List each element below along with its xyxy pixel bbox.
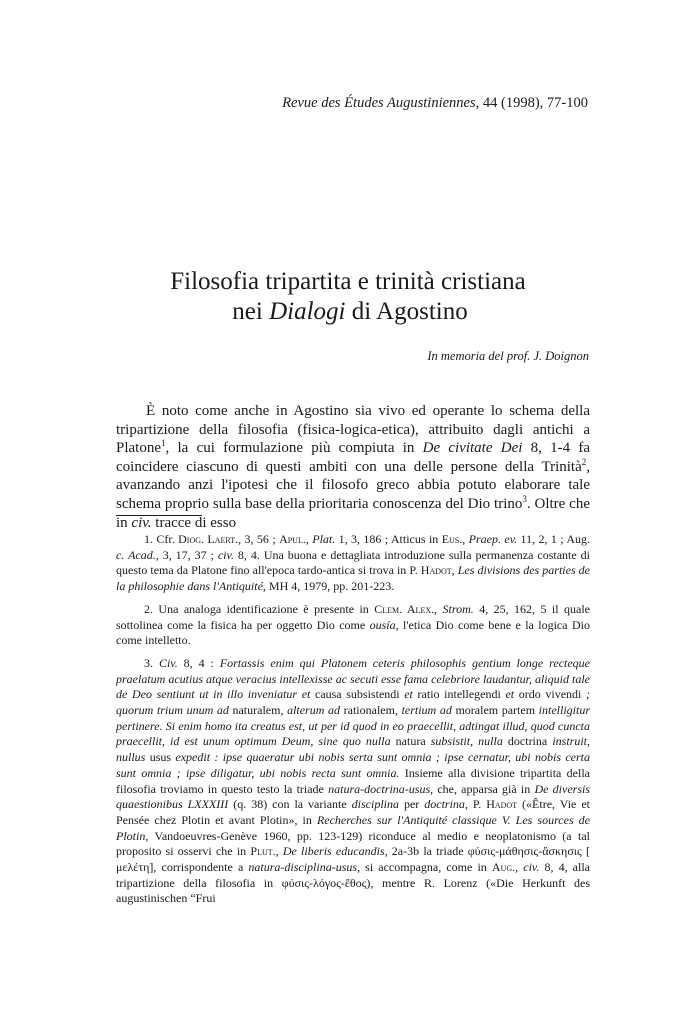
footnote-run: 8, 4. Una buona e dettagliata introduzione sulla permanenza costante di questo tema da Platone fino all'epoca tardo-antica si trova in P. [116,547,591,578]
footnote-run: , [462,532,469,546]
journal-volume: , 44 (1998), 77-100 [475,95,588,111]
article-title [0,267,696,327]
footnote-run-italic: et [505,687,515,702]
footnote-run: , 3, 17, 37 ; [155,547,218,562]
text-run: . Oltre che in [116,495,590,531]
main-text [116,402,590,532]
text-run-italic: De civitate Dei [422,440,523,457]
footnote-run: , Vandoeuvres-Genève 1960, pp. 123-129) riconduce al medio e neoplatonismo (a tal proposito si osservi che in [116,828,590,859]
text-run: 8, 1-4 fa coincidere ciascuno di questi ambiti con una delle persone della Trinità [116,440,590,475]
footnote-run-italic: disciplina [351,797,400,812]
footnote-run: doctrina [502,734,553,749]
footnote-ref-2[interactable]: 2 [581,456,587,467]
footnote-run: , [515,860,524,875]
footnote-run-smallcaps: Eus. [441,532,463,546]
footnote-run-italic: civ. [217,547,234,562]
footnote-run-italic: Fortassis enim qui Platonem ceteris philosophis gentium longe recteque praelatum acutius atque veracius intellexisse ac secuti esse fama celebriore laudantur, aliquid tale de Deo sentiunt ut in illo inveniatur et [116,655,591,702]
footnote-run-italic: tertium ad [401,703,452,718]
footnote-2 [116,602,590,649]
footnote-run: causa subsistendi [310,687,405,702]
footnotes [116,532,590,914]
running-header [282,95,588,112]
footnote-run: 11, 2, 1 ; Aug. [517,532,591,546]
footnote-run-smallcaps: Hadot [420,563,452,578]
footnote-run: 4, 25, 162, 5 il quale sottolinea come la fisica ha per oggetto Dio come [116,601,590,632]
footnote-run-italic: Strom. [442,601,474,616]
footnote-run: , 3, 56 ; [238,532,280,546]
title-line-2-suffix: di Agostino [345,298,468,325]
footnote-run: ratio intellegendi [412,687,506,702]
footnote-separator [116,515,202,516]
footnote-run: (q. 38) con la variante [228,797,352,812]
footnote-run: Insieme alla divisione tripartita della filosofia troviamo in questo testo la triade [116,765,590,796]
footnote-run-italic: Praep. ev. [468,532,518,546]
footnote-run: («Être, Vie et Pensée chez Plotin et avant Plotin», in [116,797,591,827]
footnote-run: , che, apparsa già in [430,781,535,796]
text-run: , la cui formulazione più compiuta in [165,440,423,457]
footnote-run: natura [390,734,431,749]
footnote-run-smallcaps: Aug. [491,860,516,875]
footnote-run: 1, 3, 186 ; Atticus in [335,532,442,546]
text-run-italic: civ. [131,514,152,531]
footnote-run: , MH 4, 1979, pp. 201-223. [262,579,395,594]
opening-paragraph [116,402,590,532]
footnote-run: , [275,844,283,859]
text-run: , avanzando anzi l'ipotesi che il filosofo greco abbia potuto elaborare tale schema proprio sulla base della prioritaria conoscenza del Dio trino [116,458,590,512]
footnote-run: moralem partem [451,703,539,718]
footnote-run-italic: doctrina [424,797,465,812]
footnote-run-italic: et [404,687,413,702]
footnote-run-smallcaps: Hadot [486,797,518,812]
footnote-run-italic: ousía [369,617,396,632]
footnote-run-smallcaps: Plut. [250,844,276,859]
footnote-run-smallcaps: Diog. Laert. [178,532,239,546]
footnote-3 [116,656,590,907]
footnote-run: 2. Una analoga identificazione è presente in [144,601,375,616]
footnote-run: , l'etica Dio come bene e la logica Dio come intelletto. [116,617,590,648]
footnote-run: , [305,532,313,546]
footnote-run: 8, 4, alla tripartizione della filosofia in φύσις-λόγος-ἔθος), mentre R. Lorenz («Die Herkunft des augustinischen “Frui [116,860,591,906]
footnote-run: ordo vivendi [514,687,586,702]
footnote-run-italic: instruit, nullus [116,734,590,765]
footnote-run-italic: natura-doctrina-usus [328,781,431,796]
footnote-run-italic: De diversis quaestionibus LXXXIII [116,781,591,812]
footnote-run-italic: alterum ad [287,703,341,718]
footnote-run: naturalem, [228,703,288,718]
footnote-run: , si accompagna, come in [357,860,492,875]
footnote-run-italic: Les divisions des parties de la philosophie dans l'Antiquité [116,563,591,594]
footnote-1 [116,532,590,595]
footnote-run: rationalem, [340,703,402,718]
footnote-run-italic: Civ. [158,655,178,670]
footnote-run: , P. [464,797,487,812]
footnote-run-italic: ; quorum trium unum ad [116,687,590,718]
footnote-ref-1[interactable]: 1 [161,438,166,449]
footnote-run-italic: Recherches sur l'Antiquité classique V. Les sources de Plotin [116,812,590,843]
footnote-run-italic: Plat. [312,532,336,546]
footnote-run-smallcaps: Apul. [279,532,306,546]
footnote-ref-3[interactable]: 3 [522,493,527,504]
footnote-run-italic: c. Acad. [116,547,156,562]
dedication: In memoria del prof. J. Doignon [427,349,589,363]
title-line-1: Filosofia tripartita e trinità cristiana [170,268,526,295]
title-line-2 [0,297,696,327]
footnote-run: usus [145,750,176,765]
footnote-run-italic: intelligitur pertinere. Si enim homo ita creatus est, ut per id quod in eo praecellit, adtingat illud, quod cuncta praecellit, id est unum optimum Deum, sine quo nulla [116,703,590,749]
footnote-run-italic: subsistit, nulla [430,734,503,749]
title-line-2-prefix: nei [232,298,270,325]
footnote-run-smallcaps: Clem. Alex. [374,601,435,616]
footnote-run: , [451,563,458,578]
footnote-run-italic: expedit : ipse quaeratur ubi nobis serta sunt omnia ; ipse cernatur, ubi nobis certa sunt omnia ; ipse diligatur, ubi nobis recta sunt omnia. [116,750,590,780]
footnote-run: 8, 4 : [177,655,220,670]
title-italic-word: Dialogi [269,298,346,325]
footnote-run: 3. [144,655,159,670]
footnote-run-italic: civ. [523,860,540,875]
text-run: È noto come anche in Agostino sia vivo ed operante lo schema della tripartizione della filosofia (fisica-logica-etica), attribuito dagli antichi a Platone [116,403,590,457]
text-run: tracce di esso [151,514,237,531]
footnote-run-italic: De liberis educandis [282,844,385,859]
footnote-run: , [434,601,443,616]
footnote-run-italic: natura-disciplina-usus [248,860,358,875]
footnote-run: per [399,797,425,812]
footnote-run: 1. Cfr. [144,532,179,546]
journal-name: Revue des Études Augustiniennes [282,95,476,111]
footnote-run: , 2a-3b la triade φύσις-μάθησις-ἄσκησις [ μελέτη], corrispondente a [116,844,590,875]
